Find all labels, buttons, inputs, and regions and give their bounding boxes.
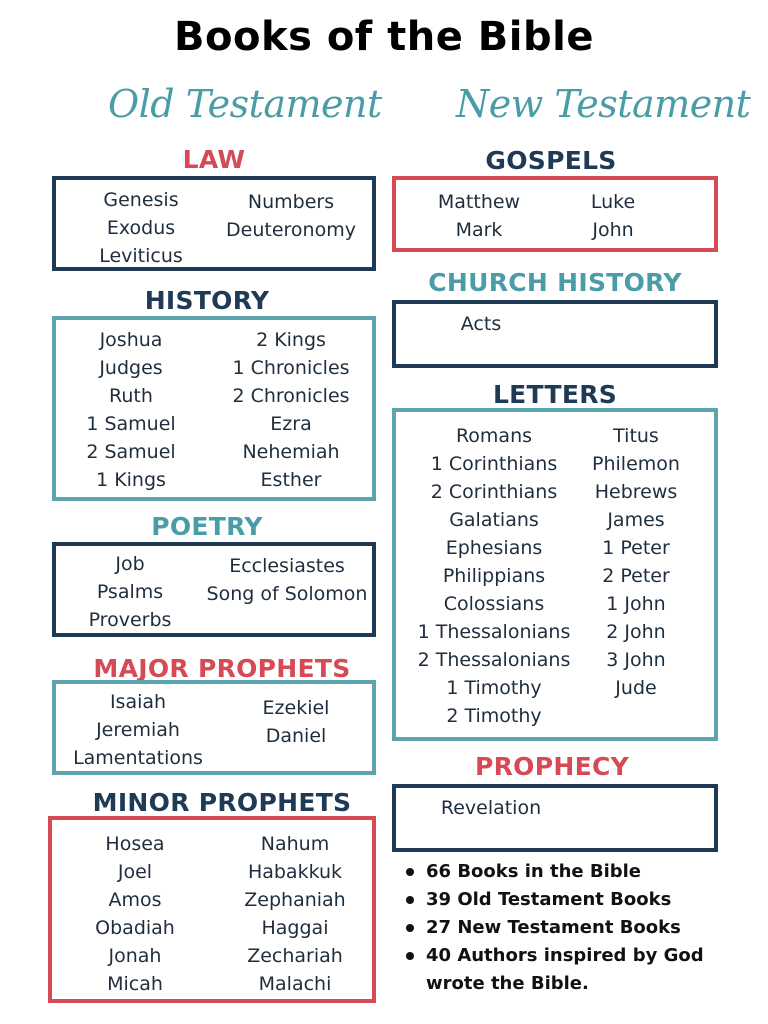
- book-name: Song of Solomon: [206, 583, 368, 605]
- book-name: Acts: [460, 313, 502, 335]
- history-right-list: [216, 326, 366, 494]
- poetry-heading: POETRY: [151, 512, 263, 541]
- book-name: 2 Thessalonians: [417, 649, 571, 671]
- book-name: Ephesians: [445, 537, 543, 559]
- law-heading: LAW: [182, 145, 246, 174]
- letters-right-list: [576, 422, 696, 702]
- book-name: Ezra: [270, 413, 312, 435]
- gospels-box: [392, 176, 718, 252]
- poetry-box: [52, 542, 376, 637]
- fact-item: 66 Books in the Bible: [402, 858, 742, 886]
- book-name: Ruth: [109, 385, 153, 407]
- letters-box: [392, 408, 718, 741]
- book-name: Ezekiel: [262, 697, 330, 719]
- history-left-list: [56, 326, 206, 494]
- law-left-list: [66, 186, 216, 270]
- history-box: [52, 316, 376, 501]
- prophecy-box: [392, 784, 718, 852]
- prophecy-list: [426, 794, 556, 822]
- law-right-list: [216, 188, 366, 244]
- book-name: Colossians: [443, 593, 545, 615]
- book-name: 1 Timothy: [446, 677, 542, 699]
- book-name: Daniel: [265, 725, 327, 747]
- church-history-list: [436, 310, 526, 338]
- book-name: Zephaniah: [244, 889, 346, 911]
- gospels-right-list: [548, 188, 678, 244]
- minor-prophets-heading: MINOR PROPHETS: [92, 788, 352, 817]
- book-name: Amos: [108, 889, 162, 911]
- major-prophets-heading: MAJOR PROPHETS: [93, 654, 351, 683]
- book-name: 1 Chronicles: [232, 357, 350, 379]
- book-name: Hebrews: [594, 481, 678, 503]
- gospels-heading: GOSPELS: [485, 146, 617, 175]
- letters-left-list: [406, 422, 582, 730]
- new-testament-label: New Testament: [456, 82, 751, 126]
- book-name: Mark: [455, 219, 503, 241]
- book-name: 2 Corinthians: [430, 481, 558, 503]
- book-name: Micah: [107, 973, 163, 995]
- book-name: Deuteronomy: [226, 219, 356, 241]
- book-name: 1 John: [606, 593, 666, 615]
- book-name: 1 Corinthians: [430, 453, 558, 475]
- major-prophets-right-list: [221, 694, 371, 750]
- prophecy-heading: PROPHECY: [475, 752, 629, 781]
- book-name: Lamentations: [73, 747, 203, 769]
- old-testament-label: Old Testament: [108, 82, 382, 126]
- book-name: James: [607, 509, 665, 531]
- fact-item: 40 Authors inspired by God wrote the Bible.: [402, 942, 742, 998]
- book-name: Isaiah: [109, 691, 167, 713]
- book-name: 3 John: [606, 649, 666, 671]
- minor-prophets-box: [48, 816, 376, 1003]
- fact-item: 39 Old Testament Books: [402, 886, 742, 914]
- book-name: Jude: [615, 677, 657, 699]
- book-name: Philippians: [442, 565, 546, 587]
- book-name: 2 John: [606, 621, 666, 643]
- book-name: Revelation: [440, 797, 542, 819]
- page-title: Books of the Bible: [174, 14, 594, 60]
- book-name: Joshua: [99, 329, 163, 351]
- book-name: Exodus: [106, 217, 176, 239]
- book-name: Hosea: [105, 833, 165, 855]
- book-name: Jonah: [108, 945, 162, 967]
- book-name: Nehemiah: [242, 441, 340, 463]
- poetry-left-list: [56, 550, 204, 634]
- bible-facts-list: [402, 858, 742, 998]
- book-name: Philemon: [592, 453, 680, 475]
- book-name: Galatians: [449, 509, 539, 531]
- book-name: Nahum: [260, 833, 330, 855]
- book-name: Luke: [590, 191, 636, 213]
- book-name: Obadiah: [95, 917, 175, 939]
- book-name: Malachi: [258, 973, 332, 995]
- book-name: Psalms: [96, 581, 164, 603]
- book-name: Judges: [99, 357, 163, 379]
- book-name: Leviticus: [99, 245, 183, 267]
- letters-heading: LETTERS: [492, 380, 618, 409]
- book-name: 1 Peter: [602, 537, 670, 559]
- poetry-right-list: [202, 552, 372, 608]
- book-name: Proverbs: [88, 609, 172, 631]
- book-name: 1 Thessalonians: [417, 621, 571, 643]
- book-name: 2 Peter: [602, 565, 670, 587]
- book-name: Joel: [117, 861, 153, 883]
- fact-item: 27 New Testament Books: [402, 914, 742, 942]
- book-name: Romans: [455, 425, 533, 447]
- book-name: Zechariah: [247, 945, 343, 967]
- book-name: 2 Samuel: [86, 441, 176, 463]
- major-prophets-box: [52, 680, 376, 775]
- book-name: 1 Kings: [96, 469, 166, 491]
- gospels-left-list: [396, 188, 562, 244]
- book-name: Esther: [260, 469, 322, 491]
- book-name: Jeremiah: [96, 719, 180, 741]
- book-name: Habakkuk: [247, 861, 343, 883]
- book-name: 1 Samuel: [86, 413, 176, 435]
- book-name: John: [592, 219, 634, 241]
- history-heading: HISTORY: [144, 286, 270, 315]
- book-name: 2 Kings: [256, 329, 326, 351]
- minor-prophets-left-list: [60, 830, 210, 998]
- book-name: Titus: [613, 425, 659, 447]
- law-box: [52, 176, 376, 271]
- book-name: Job: [115, 553, 145, 575]
- book-name: 2 Timothy: [446, 705, 542, 727]
- book-name: Ecclesiastes: [229, 555, 345, 577]
- church-history-box: [392, 300, 718, 368]
- minor-prophets-right-list: [220, 830, 370, 998]
- book-name: Numbers: [247, 191, 335, 213]
- book-name: Matthew: [437, 191, 521, 213]
- book-name: 2 Chronicles: [232, 385, 350, 407]
- major-prophets-left-list: [64, 688, 212, 772]
- book-name: Genesis: [103, 189, 179, 211]
- book-name: Haggai: [261, 917, 329, 939]
- church-history-heading: CHURCH HISTORY: [428, 268, 682, 297]
